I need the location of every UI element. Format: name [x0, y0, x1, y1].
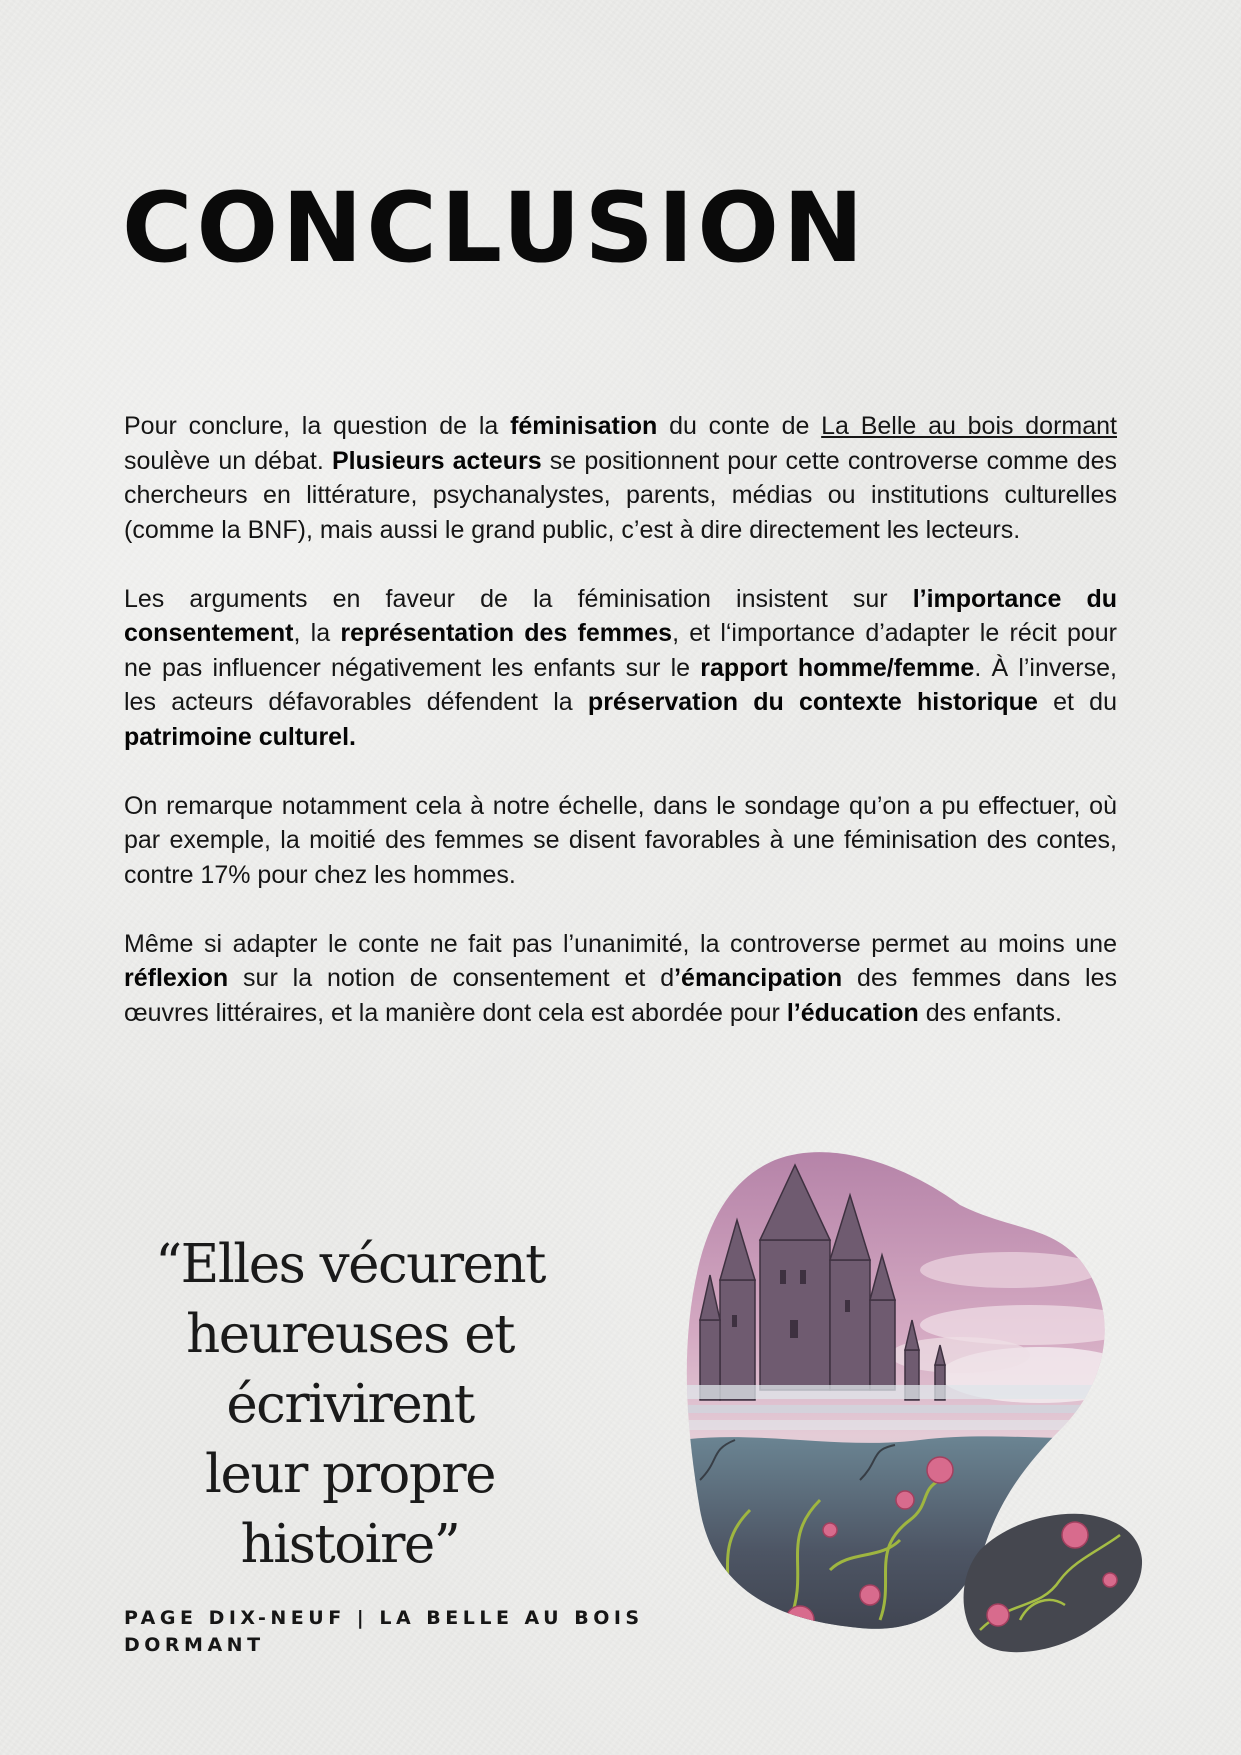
bold-term: féminisation — [510, 412, 658, 440]
text-span: se positionnent pour cette controverse comme des chercheurs en littérature, psychanalystes, parents, médias ou institutions culturelles (comme la BNF), mais aussi le grand public, c’est à dire directement les lecteurs. — [124, 446, 1118, 544]
text-span: des enfants. — [918, 998, 1062, 1027]
paragraph-1 — [124, 409, 1117, 547]
bold-term: représentation des femmes — [340, 619, 673, 647]
text-span: , et l‘importance d’adapter le récit pour ne pas influencer négativement les enfants sur le — [124, 619, 1117, 682]
bold-term: l’importance du consentement — [124, 584, 1117, 647]
paragraph-3 — [124, 789, 1117, 893]
pull-quote — [90, 1230, 610, 1580]
bold-term: Plusieurs acteurs — [331, 446, 542, 475]
page-title: CONCLUSION — [122, 172, 868, 284]
bold-term: réflexion — [124, 964, 229, 992]
bold-term: rapport homme/femme — [700, 653, 975, 682]
castle-roses-illustration-icon — [680, 1150, 1160, 1670]
quote-line: heureuses et écrivirent — [186, 1304, 514, 1435]
paragraph-4 — [124, 927, 1117, 1031]
paragraph-2 — [124, 582, 1117, 755]
bold-term: patrimoine culturel. — [124, 722, 356, 751]
text-span: On remarque notamment cela à notre échelle, dans le sondage qu’on a pu effectuer, où par exemple, la moitié des femmes se disent favorables à une féminisation des contes, contre 17% pour chez les hommes. — [124, 791, 1117, 889]
text-span: Même si adapter le conte ne fait pas l’unanimité, la controverse permet au moins une — [124, 929, 1117, 958]
quote-line: leur propre histoire” — [205, 1444, 495, 1575]
text-span: . À l’inverse, les acteurs défavorables défendent la — [124, 653, 1117, 716]
text-span: des femmes dans les œuvres littéraires, et la manière dont cela est abordée pour — [124, 964, 1118, 1027]
text-span: Pour conclure, la question de la — [124, 412, 511, 440]
text-span: du conte de — [657, 412, 822, 440]
text-span: , la — [293, 619, 341, 647]
text-span: Les arguments en faveur de la féminisation insistent sur — [124, 584, 913, 613]
bold-term: ’émancipation — [674, 964, 843, 992]
book-title: La Belle au bois dormant — [821, 412, 1117, 440]
page-footer: PAGE DIX-NEUF | LA BELLE AU BOIS DORMANT — [124, 1607, 644, 1656]
quote-line: “Elles vécurent — [155, 1234, 545, 1295]
text-span: soulève un débat. — [124, 446, 332, 475]
bold-term: l’éducation — [786, 998, 919, 1027]
body-text — [124, 409, 1117, 1065]
text-span: et du — [1037, 688, 1117, 716]
bold-term: préservation du contexte historique — [587, 688, 1038, 716]
text-span: sur la notion de consentement et d — [228, 964, 675, 992]
